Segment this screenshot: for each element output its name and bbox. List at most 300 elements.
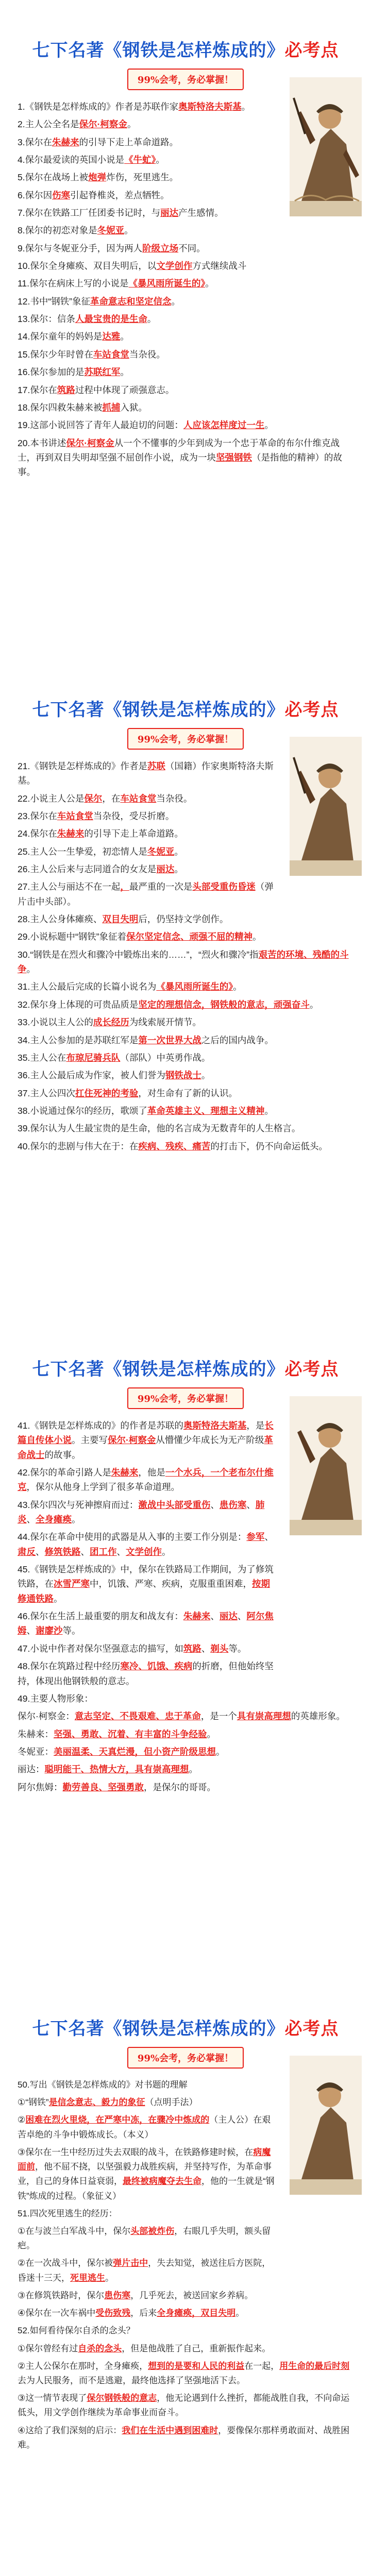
question-item xyxy=(18,400,353,415)
question-item xyxy=(18,99,276,114)
answer-text: 朱赫来 xyxy=(52,137,79,147)
question-text: ，对生命有了新的认识。 xyxy=(138,1088,238,1098)
question-text: 10.保尔全身瘫痪、双目失明后，以 xyxy=(18,261,157,272)
question-text: 44.保尔在革命中使用的武器是从入事的主要工作分别是： xyxy=(18,1532,247,1543)
question-text: （点明手法） xyxy=(145,2097,198,2108)
answer-text: 革命意志和坚定信念 xyxy=(90,296,172,307)
question-text: 46.保尔在生活上最重要的朋友和战友有： xyxy=(18,1611,183,1622)
answer-text: 筑路 xyxy=(183,1643,201,1654)
question-text: 52.如何看待保尔自杀的念头？ xyxy=(18,2326,135,2336)
question-text: ①“钢铁” xyxy=(18,2097,49,2108)
answer-text: 病魔面前 xyxy=(18,2147,271,2172)
question-text: ，但是他战胜了自己，重新振作起来。 xyxy=(122,2343,271,2353)
question-text: 15.保尔少年时曾在 xyxy=(18,349,93,360)
question-text: 。 xyxy=(26,964,36,975)
answer-text: 想到的是要和人民的利益 xyxy=(148,2361,245,2371)
question-text: 34.主人公参加的是苏联红军是 xyxy=(18,1035,139,1045)
question-item xyxy=(18,1530,276,1559)
question-text: ，在 xyxy=(102,793,121,804)
answer-text: 激战中头部受重伤 xyxy=(138,1499,211,1510)
question-item xyxy=(18,135,276,149)
question-text: 阿尔焦姆： xyxy=(18,1782,63,1792)
answer-text: 修筑铁路 xyxy=(44,1546,81,1557)
question-text: 35.主人公在 xyxy=(18,1052,66,1063)
question-text: ，是 xyxy=(246,1420,265,1431)
question-text: 。 xyxy=(207,1728,216,1739)
answer-text: 朱赫来 xyxy=(111,1467,139,1478)
question-text: 28.主人公身体瘫痪、 xyxy=(18,914,103,925)
question-item xyxy=(18,1050,353,1065)
question-text: 。 xyxy=(162,1546,171,1557)
question-item xyxy=(18,2095,276,2110)
answer-text: 文学创作 xyxy=(126,1546,162,1557)
question-text: ，几乎死去，被送回家乡养病。 xyxy=(130,2290,254,2300)
question-text: 。 xyxy=(205,278,214,289)
question-item xyxy=(18,241,276,256)
question-text: 47.小说中作者对保尔坚强意志的描写，如 xyxy=(18,1643,183,1654)
question-text: 45.《钢铁是怎样炼成的》中，保尔在铁路局工作期间，为了修筑铁路，在 xyxy=(18,1564,274,1589)
answer-text: 阶级立场 xyxy=(142,243,179,253)
question-text: 37.主人公四次 xyxy=(18,1088,75,1098)
answer-text: 团工作 xyxy=(90,1546,117,1557)
answer-text: 冬妮亚 xyxy=(97,225,125,236)
question-text: 从一个不懂事的少年到成为一个忠于革命的布尔什维克战士，再到双目失明却坚强不屈创作小说，成为一块 xyxy=(18,437,340,463)
answer-text: 奥斯特洛夫斯基 xyxy=(183,1420,247,1431)
answer-text: 肺炎 xyxy=(18,1499,265,1525)
question-text: 13.保尔：信条 xyxy=(18,314,75,325)
question-item xyxy=(18,1086,353,1100)
question-text: 27.主人公与丽达不在一起 xyxy=(18,882,121,892)
answer-text: 坚强、勇敢、沉着、有丰富的斗争经验 xyxy=(54,1728,207,1739)
answer-text: 保尔钢铁般的意志 xyxy=(87,2393,157,2403)
question-text: 、 xyxy=(26,1514,36,1525)
answer-text: 保尔·柯察金 xyxy=(79,119,127,130)
question-item xyxy=(18,759,276,788)
question-text: 。 xyxy=(127,119,137,130)
section-2 xyxy=(0,659,371,1319)
answer-text: 我们在生活中遇到困难时 xyxy=(122,2425,218,2435)
answer-text: 寒冷、饥饿、疾病 xyxy=(120,1661,193,1672)
answer-text: 布琼尼骑兵队 xyxy=(66,1052,121,1063)
section-4 xyxy=(0,1978,371,2576)
answer-text: 患伤寒 xyxy=(219,1499,247,1510)
question-item xyxy=(18,997,353,1012)
question-text: ，他不屈不挠，以坚强毅力战胜疾病，并坚持写作，为革命事业，自己的身体日益衰弱， xyxy=(18,2162,272,2187)
question-item xyxy=(18,2256,276,2285)
question-text: 9.保尔与冬妮亚分手，因为两人 xyxy=(18,243,143,253)
question-item xyxy=(18,2078,276,2092)
question-text: 。 xyxy=(120,331,129,342)
question-text: 18.保尔四救朱赫来被 xyxy=(18,402,103,413)
question-text: ③这一情节表现了 xyxy=(18,2393,87,2403)
question-item xyxy=(18,2424,353,2452)
answer-text: 成长经历 xyxy=(93,1017,129,1028)
answer-text: 第一次世界大战 xyxy=(138,1035,201,1045)
title-suffix-3: 必考点 xyxy=(284,1360,339,1379)
question-item xyxy=(18,223,276,238)
answer-text: 头部被炸伤 xyxy=(130,2226,175,2236)
soldier-illustration-icon xyxy=(290,77,362,216)
question-item xyxy=(18,2289,276,2303)
title-prefix: 七下名著 xyxy=(32,41,105,60)
question-text: 。 xyxy=(252,931,262,942)
answer-text: 双目失明 xyxy=(102,914,139,925)
answer-text: 自杀的念头 xyxy=(78,2343,122,2353)
question-item xyxy=(18,826,276,841)
question-text: 4.保尔最爱读的英国小说是 xyxy=(18,155,125,165)
question-item xyxy=(18,1641,276,1656)
question-text: ，要像保尔那样勇敢面对、战胜困难。 xyxy=(18,2425,350,2450)
question-text: 。 xyxy=(309,999,319,1010)
question-text: 14.保尔童年的妈妈是 xyxy=(18,331,103,342)
question-text: 39.保尔认为人生最宝贵的是生命，他的名言成为无数青年的人生格言。 xyxy=(18,1123,301,1134)
question-text: （弹片击中头部）。 xyxy=(18,882,274,907)
question-text: 、 xyxy=(80,1546,90,1557)
question-text: ，右眼几乎失明，额头留疤。 xyxy=(18,2226,271,2251)
question-item xyxy=(18,791,276,806)
question-item xyxy=(18,1033,353,1047)
question-text: （主人公）在艰苦卓绝的斗争中锻炼成长。（本义） xyxy=(18,2115,271,2140)
question-item xyxy=(18,2391,353,2420)
answer-text: 参军 xyxy=(246,1532,265,1543)
question-item xyxy=(18,1709,353,1723)
question-text: ②主人公保尔在那时，全身瘫痪， xyxy=(18,2361,148,2371)
question-text: ，后来 xyxy=(130,2308,157,2318)
answer-text: 一个水兵，一个老布尔什维克 xyxy=(18,1467,274,1493)
question-text: 炸伤，死里逃生。 xyxy=(106,172,179,183)
answer-text: 抓捕 xyxy=(102,402,121,413)
question-item xyxy=(18,1762,353,1776)
question-item xyxy=(18,1691,276,1706)
question-text: 1.《钢铁是怎样炼成的》作者是苏联作家 xyxy=(18,101,179,112)
question-text: 、 xyxy=(210,1499,220,1510)
question-text: 。 xyxy=(235,2308,245,2318)
title-book-3: 《钢铁是怎样炼成的》 xyxy=(104,1360,285,1379)
question-text: 从懵懂少年成长为无产阶级 xyxy=(156,1435,264,1446)
question-text: ，他的一生就是“钢铁”炼成的过程。（象征义） xyxy=(18,2176,275,2201)
question-text: 的英雄形象。 xyxy=(291,1711,345,1722)
answer-text: 文学创作 xyxy=(156,261,193,272)
question-item xyxy=(18,929,276,944)
question-text: 16.保尔参加的是 xyxy=(18,367,85,378)
answer-text: 革命英雄主义、理想主义精神 xyxy=(147,1105,265,1116)
question-item xyxy=(18,947,353,977)
answer-text: 坚强钢铁 xyxy=(216,452,252,463)
question-text: ④这给了我们深刻的启示： xyxy=(18,2425,122,2435)
answer-text: 受伤致残 xyxy=(95,2308,131,2318)
answer-text: 全身瘫痪 xyxy=(36,1514,72,1525)
question-text: 产生感情。 xyxy=(178,208,224,218)
question-text: 、 xyxy=(246,1499,256,1510)
answer-text: 达雅 xyxy=(102,331,121,342)
question-item xyxy=(18,979,353,994)
question-item xyxy=(18,1068,353,1082)
question-item xyxy=(18,1727,353,1741)
question-item xyxy=(18,1121,353,1136)
question-text: 8.保尔的初恋对象是 xyxy=(18,225,97,236)
question-item xyxy=(18,2113,276,2142)
answer-text: 阿尔焦姆 xyxy=(18,1611,274,1636)
question-item xyxy=(18,862,276,876)
question-text: 的引导下走上革命道路。 xyxy=(79,137,179,147)
question-text: 。 xyxy=(189,1764,198,1775)
question-text: 在一起， xyxy=(244,2361,280,2371)
question-item xyxy=(18,383,353,397)
question-text: 5.保尔在战场上被 xyxy=(18,172,89,183)
question-text: 等。 xyxy=(62,1625,81,1636)
soldier-illustration-icon-3 xyxy=(290,1396,362,1535)
question-text: 19.这部小说回答了青年人最迫切的问题： xyxy=(18,420,183,431)
question-text: ③保尔在一生中经历过失去双眼的战斗，在铁路修建时候，在 xyxy=(18,2147,254,2157)
question-text: 26.主人公后来与志同道合的女友是 xyxy=(18,864,157,875)
question-text: 不同。 xyxy=(178,243,206,253)
answer-text: 人最宝贵的是生命 xyxy=(75,314,147,325)
answer-text: 按期修通铁路 xyxy=(18,1579,270,1604)
question-item xyxy=(18,879,276,909)
question-item xyxy=(18,1780,353,1794)
question-text: 21.《钢铁是怎样炼成的》作者是 xyxy=(18,761,147,771)
question-text: ② xyxy=(18,2115,26,2125)
question-item xyxy=(18,2224,276,2253)
question-text: ①在与波兰白军战斗中，保尔 xyxy=(18,2226,131,2236)
answer-text: 用生命的最后时刻 xyxy=(279,2361,350,2371)
section-1 xyxy=(0,0,371,659)
question-text: （是指他的精神）的故事。 xyxy=(18,452,342,478)
question-text: 。 xyxy=(264,420,274,431)
question-text: 为线索展开情节。 xyxy=(129,1017,201,1028)
question-item xyxy=(18,1744,353,1759)
page-title-4 xyxy=(18,1978,353,2040)
question-text: 33.小说以主人公的 xyxy=(18,1017,93,1028)
question-text: 12.书中“钢铁”象征 xyxy=(18,296,90,307)
question-text: 17.保尔在 xyxy=(18,384,57,395)
question-item xyxy=(18,1015,353,1029)
question-text: 的引导下走上革命道路。 xyxy=(84,828,183,839)
answer-text: 长篇自传体小说 xyxy=(18,1420,274,1446)
answer-text: 坚定的理想信念，钢铁般的意志，顽强奋斗 xyxy=(138,999,310,1010)
question-text: 。 xyxy=(174,846,183,857)
question-item xyxy=(18,2306,276,2320)
question-text: 6.保尔因 xyxy=(18,190,53,200)
question-text: 。 xyxy=(171,296,180,307)
question-item xyxy=(18,1418,276,1462)
question-item xyxy=(18,1465,276,1495)
question-text: 2.主人公全名是 xyxy=(18,119,79,130)
question-text: 。 xyxy=(264,1105,274,1116)
question-text: 当杂役。 xyxy=(156,793,193,804)
question-text: 方式继续战斗 xyxy=(192,261,247,272)
must-learn-badge: 99%会考，务必掌握！ xyxy=(127,69,244,90)
question-text: 、 xyxy=(237,1611,247,1622)
answer-text: 剃头 xyxy=(210,1643,229,1654)
question-text: 当杂役，受尽折磨。 xyxy=(93,811,175,822)
title-suffix: 必考点 xyxy=(284,41,339,60)
answer-text: 最终被病魔夺去生命 xyxy=(123,2176,201,2187)
question-text: 去为人民服务，而不是逃避，最终他选择了坚强地活下去。 xyxy=(18,2375,245,2385)
answer-text: 丽达 xyxy=(160,208,179,218)
question-item xyxy=(18,2207,276,2221)
answer-text: 《暴风雨所诞生的》 xyxy=(128,278,206,289)
must-learn-badge-3: 99%会考，务必掌握！ xyxy=(127,1387,244,1409)
answer-text: 炮弹 xyxy=(88,172,107,183)
answer-text: 车站食堂 xyxy=(57,811,93,822)
answer-text: 车站食堂 xyxy=(120,793,157,804)
question-text: 51.四次死里逃生的经历： xyxy=(18,2208,117,2218)
answer-text: 死里逃生 xyxy=(70,2273,105,2283)
answer-text: 朱赫来 xyxy=(183,1611,211,1622)
question-item xyxy=(18,2324,353,2338)
answer-text: 《牛虻》 xyxy=(124,155,156,165)
question-text: 保尔·柯察金： xyxy=(18,1711,75,1722)
question-text: 、 xyxy=(116,1546,126,1557)
answer-text: 奥斯特洛夫斯基 xyxy=(178,101,242,112)
answer-text: 保尔·柯察金 xyxy=(108,1435,156,1446)
answer-text: 苏联 xyxy=(147,761,165,771)
question-text: 朱赫来： xyxy=(18,1728,54,1739)
answer-text: 保尔 xyxy=(84,793,103,804)
question-text: 、 xyxy=(36,1546,45,1557)
question-item xyxy=(18,170,276,184)
answer-text: 人应该怎样度过一生 xyxy=(183,420,265,431)
question-text: 11.保尔在病床上写的小说是 xyxy=(18,278,129,289)
question-text: 。 xyxy=(54,1593,63,1604)
question-item xyxy=(18,312,353,326)
question-item xyxy=(18,365,353,379)
question-text: 7.保尔在铁路工厂任团委书记时，与 xyxy=(18,208,161,218)
answer-text: 苏联红军 xyxy=(84,367,121,378)
question-item xyxy=(18,347,353,362)
question-text: 42.保尔的革命引路人是 xyxy=(18,1467,111,1478)
answer-text: 丽达 xyxy=(156,864,175,875)
question-text: 引起脊椎炎，差点牺牲。 xyxy=(70,190,170,200)
question-text: 23.保尔在 xyxy=(18,811,57,822)
answer-text: 艰苦的环境、残酷的斗争 xyxy=(18,949,349,975)
title-book-4: 《钢铁是怎样炼成的》 xyxy=(104,2019,285,2039)
question-text: 的打击下，仍不向命运低头。 xyxy=(210,1141,328,1151)
page-title-3 xyxy=(18,1319,353,1380)
question-text: 50.写出《钢铁是怎样炼成的》对书题的理解 xyxy=(18,2080,188,2090)
question-text: ，他是 xyxy=(138,1467,165,1478)
question-text: ②在一次战斗中，保尔被 xyxy=(18,2258,113,2268)
question-text: 之后的国内战争。 xyxy=(201,1035,274,1045)
question-item xyxy=(18,152,276,167)
answer-text: 冬妮亚 xyxy=(147,846,175,857)
title-prefix-3: 七下名著 xyxy=(32,1360,105,1379)
question-item xyxy=(18,1104,353,1118)
title-prefix-4: 七下名著 xyxy=(32,2019,105,2039)
must-learn-badge-4: 99%会考，务必掌握！ xyxy=(127,2047,244,2069)
question-text: 25.主人公一生挚爱，初恋情人是 xyxy=(18,846,147,857)
question-text: ③在修筑铁路时，保尔 xyxy=(18,2290,105,2300)
question-text: 36.主人公最后成为作家，被人们誉为 xyxy=(18,1070,165,1081)
question-text: 最严重的一次是 xyxy=(129,882,193,892)
question-text: 。 xyxy=(105,2273,114,2283)
answer-text: 头部受重伤昏迷 xyxy=(192,882,256,892)
title-suffix-4: 必考点 xyxy=(284,2019,339,2039)
answer-text: ， xyxy=(120,882,129,892)
question-item xyxy=(18,2342,353,2356)
question-text: 22.小说主人公是 xyxy=(18,793,85,804)
answer-text: 患伤寒 xyxy=(104,2290,131,2300)
answer-text: 困难在烈火里烧，在严寒中冻，在骤冷中炼成的 xyxy=(25,2115,210,2125)
question-text: 3.保尔在 xyxy=(18,137,53,147)
answer-text: 具有崇高理想 xyxy=(237,1711,291,1722)
answer-text: 钢铁战士 xyxy=(165,1070,201,1081)
question-text: ①保尔曾经有过 xyxy=(18,2343,78,2353)
question-text: 。 xyxy=(216,1746,225,1757)
question-text: ，他无论遇到什么挫折，都能战胜自我，不向命运低头，用文学创作继续为革命事业而奋斗。 xyxy=(18,2393,350,2418)
question-text: 24.保尔在 xyxy=(18,828,57,839)
question-text: 、 xyxy=(201,1643,211,1654)
question-text: ，失去知觉，被送往后方医院，昏迷十三天， xyxy=(18,2258,271,2283)
answer-text: 冰雪严寒 xyxy=(54,1579,90,1589)
question-text: 29.小说标题中“钢铁”象征着 xyxy=(18,931,126,942)
question-item xyxy=(18,2145,276,2204)
question-item xyxy=(18,206,276,220)
question-text: 的折磨，但他始终坚持，体现出他钢铁般的意志。 xyxy=(18,1661,274,1686)
answer-text: 朱赫来 xyxy=(57,828,85,839)
question-item xyxy=(18,1498,276,1527)
question-text: 48.保尔在筑路过程中经历 xyxy=(18,1661,121,1672)
question-text: 20.本书讲述 xyxy=(18,437,66,448)
question-item xyxy=(18,276,353,291)
question-text: 。 xyxy=(124,225,133,236)
answer-text: 扛住死神的考验 xyxy=(75,1088,139,1098)
question-text: 。 xyxy=(120,367,129,378)
answer-text: 车站食堂 xyxy=(93,349,129,360)
answer-text: 全身瘫痪，双目失明 xyxy=(157,2308,236,2318)
question-item xyxy=(18,259,353,273)
soldier-illustration-icon-2 xyxy=(290,737,362,876)
answer-text: 《暴风雨所诞生的》 xyxy=(156,981,233,992)
question-item xyxy=(18,2359,353,2388)
title-book: 《钢铁是怎样炼成的》 xyxy=(104,41,285,60)
question-item xyxy=(18,1609,276,1638)
question-text: 41.《钢铁是怎样炼成的》的作者是苏联的 xyxy=(18,1420,183,1431)
question-item xyxy=(18,1139,353,1154)
question-text: 38.小说通过保尔的经历，歌颂了 xyxy=(18,1105,147,1116)
title-suffix-2: 必考点 xyxy=(284,700,339,720)
question-text: 等。 xyxy=(228,1643,247,1654)
question-item xyxy=(18,188,276,202)
question-text: ，是一个 xyxy=(200,1711,237,1722)
answer-text: 聪明能干、热情大方，具有崇高理想 xyxy=(44,1764,189,1775)
question-text: 。 xyxy=(241,101,251,112)
answer-text: 是信念意志、毅力的象征 xyxy=(48,2097,145,2108)
question-text: 入狱。 xyxy=(120,402,147,413)
question-text: 过程中体现了顽强意志。 xyxy=(75,384,175,395)
title-prefix-2: 七下名著 xyxy=(32,700,105,720)
answer-text: 美丽温柔、天真烂漫，但小资产阶级思想 xyxy=(54,1746,216,1757)
question-item xyxy=(18,1562,276,1606)
answer-text: 疾病、残疾、痛苦 xyxy=(138,1141,211,1151)
question-text: 。 xyxy=(174,864,183,875)
answer-text: 意志坚定、不畏艰难、忠于革命 xyxy=(74,1711,201,1722)
question-text: ，是保尔的哥哥。 xyxy=(144,1782,216,1792)
question-text: （国籍）作家奥斯特洛夫斯基。 xyxy=(18,761,274,786)
answer-text: 保尔坚定信念、顽强不屈的精神 xyxy=(126,931,252,942)
section-3 xyxy=(0,1319,371,1978)
question-text: 、 xyxy=(210,1611,220,1622)
question-text: 43.保尔四次与死神擦肩而过： xyxy=(18,1499,139,1510)
question-text: 。 xyxy=(147,314,157,325)
question-text: 冬妮亚： xyxy=(18,1746,54,1757)
question-text: 。 xyxy=(72,1514,81,1525)
question-text: ，保尔从他身上学到了很多革命道理。 xyxy=(26,1482,180,1493)
question-text: 当杂役。 xyxy=(129,349,165,360)
question-text: 、 xyxy=(264,1532,274,1543)
question-text: 后，仍坚持文学创作。 xyxy=(138,914,229,925)
